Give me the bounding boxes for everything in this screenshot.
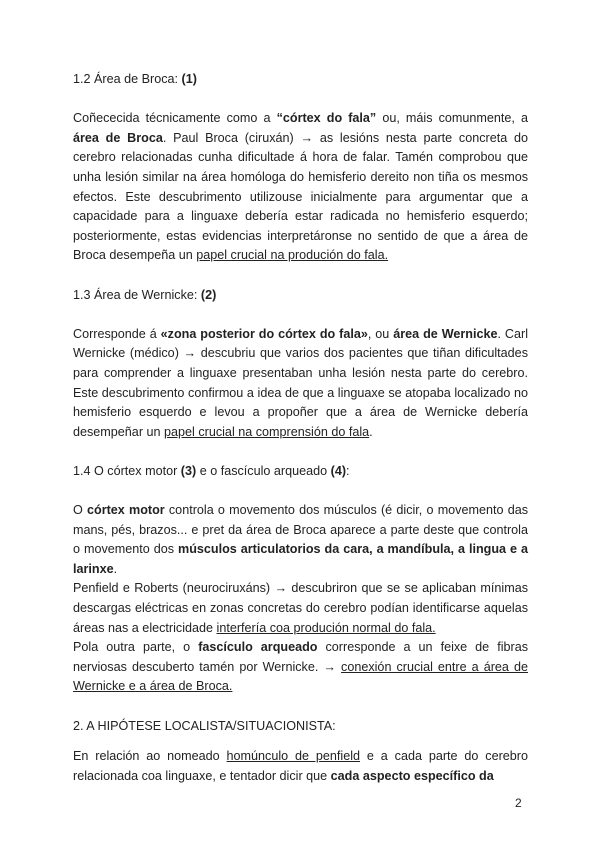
text-run: , ou	[367, 326, 394, 341]
text-run: Coñececida técnicamente como a	[73, 111, 277, 126]
text-run: corresponde a un feixe de fibras nerviosas descuberto tamén por Wernicke. →	[73, 640, 528, 674]
text-run: ou, máis comunmente, a	[376, 111, 528, 126]
text-run: Corresponde á	[73, 326, 161, 341]
underlined-text: interfería coa produción normal do fala.	[216, 620, 436, 635]
text-run: e a cada parte do cerebro relacionada coa linguaxe, e tentador dicir que	[73, 749, 528, 783]
bold-text: cada aspecto específico da	[330, 768, 494, 783]
bold-text: área de Broca	[73, 130, 163, 145]
text-run: .	[369, 424, 373, 439]
underlined-text: papel crucial na comprensión do fala	[164, 424, 370, 439]
bold-text: músculos articulatorios da cara, a mandíbula, a lingua e a larinxe	[73, 542, 528, 576]
section-heading-localist-hypothesis: 2. A HIPÓTESE LOCALISTA/SITUACIONISTA:	[73, 718, 336, 733]
bold-text: «zona posterior do córtex do fala»	[160, 326, 368, 341]
section-heading-wernicke: 1.3 Área de Wernicke: (2)	[73, 287, 217, 302]
bold-text: fascículo arqueado	[198, 640, 318, 655]
page-number: 2	[515, 796, 522, 810]
text-run: O	[73, 503, 87, 518]
bold-text: córtex motor	[87, 503, 165, 518]
paragraph-wernicke	[73, 325, 528, 443]
bold-text: “córtex do fala”	[276, 111, 377, 126]
document-body	[73, 70, 528, 786]
paragraph-localist-hypothesis	[73, 747, 528, 786]
text-run: En relación ao nomeado	[73, 749, 227, 764]
paragraph-arcuate-fasciculus	[73, 638, 528, 697]
text-run: . Paul Broca (ciruxán) → as lesións nesta parte concreta do cerebro relacionadas cunha dificultade á hora de falar. Tamén comprobou que unha lesión similar na área homóloga do hemisferio dereito non tiña os mesmos efectos. Este descubrimento utilizouse inicialmente para argumentar que a capacidade para a linguaxe debería estar radicada no hemisferio esquerdo; posteriormente, estas evidencias interpretáronse no sentido de que a área de Broca desempeña un	[73, 130, 528, 263]
text-run: . Carl Wernicke (médico) → descubriu que varios dos pacientes que tiñan dificultades para comprender a linguaxe presentaban unha lesión nesta parte do cerebro. Este descubrimento confirmou a idea de que a linguaxe se atopaba localizado no hemisferio esquerdo e levou a propoñer que a área de Wernicke debería desempeñar un	[73, 326, 528, 439]
paragraph-broca	[73, 109, 528, 266]
section-heading-motor-cortex: 1.4 O córtex motor (3) e o fascículo arqueado (4):	[73, 463, 350, 478]
underlined-text: papel crucial na produción do fala.	[196, 248, 389, 263]
underlined-text: conexión crucial entre a área de Wernicke e a área de Broca.	[73, 659, 528, 694]
bold-text: área de Wernicke	[393, 326, 498, 341]
section-heading-broca: 1.2 Área de Broca: (1)	[73, 72, 197, 86]
text-run: controla o movemento dos músculos (é dicir, o movemento das mans, pés, brazos... e pret da área de Broca aparece a parte deste que controla o movemento dos	[73, 503, 528, 557]
text-run: Pola outra parte, o	[73, 640, 199, 655]
text-run: Penfield e Roberts (neurociruxáns) → descubriron que se se aplicaban mínimas descargas eléctricas en zonas concretas do cerebro podían identificarse aquelas áreas nas a electricidade	[73, 581, 528, 635]
paragraph-motor-cortex	[73, 501, 528, 579]
text-run: .	[113, 561, 118, 576]
underlined-text: homúnculo de penfield	[226, 749, 361, 764]
paragraph-penfield-roberts	[73, 579, 528, 638]
